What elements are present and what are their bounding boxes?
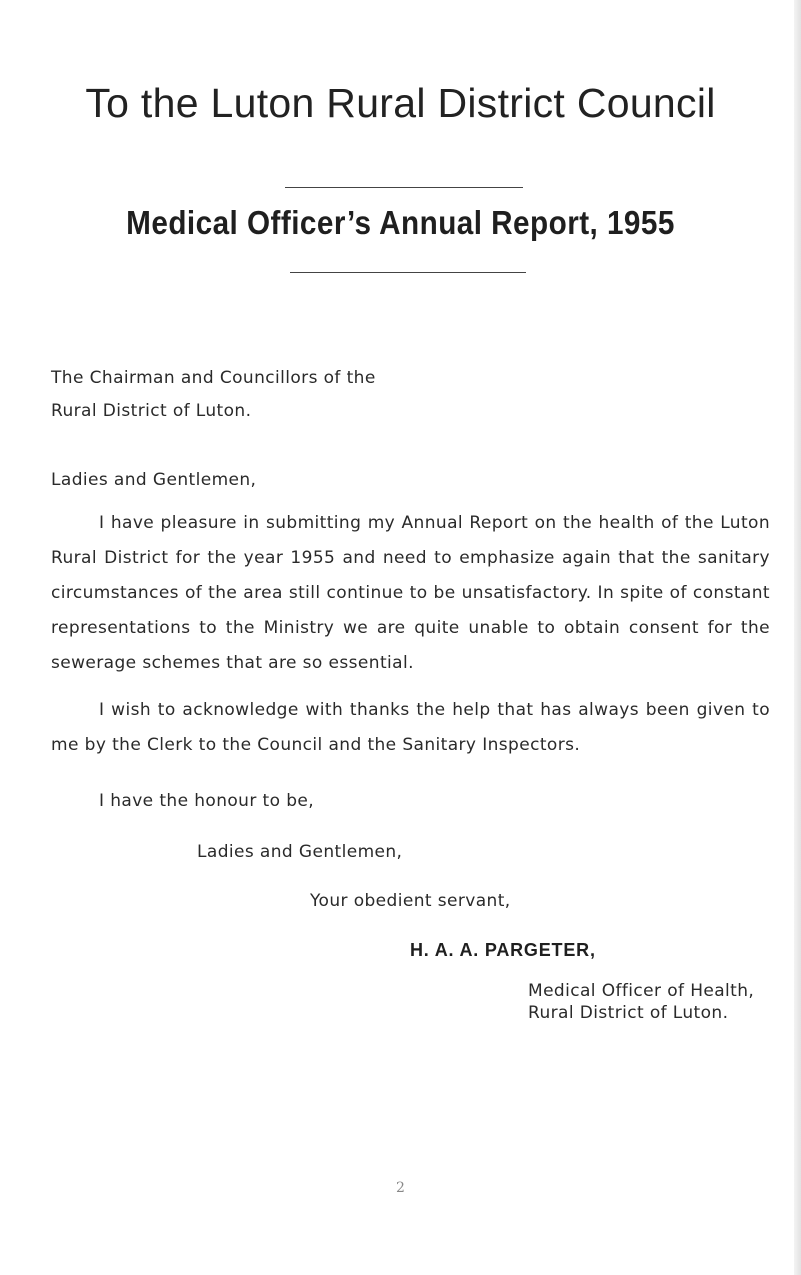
council-title: To the Luton Rural District Council bbox=[85, 80, 716, 126]
page-number: 2 bbox=[396, 1180, 405, 1196]
paragraph-report-intro: I have pleasure in submitting my Annual Report on the health of the Luton Rural District for the year 1955 and need to emphasize again that the sanitary circumstances of the area still continue to be unsatisfactory. In spite of constant representations to the Ministry we are quite unable to obtain consent for the sewerage schemes that are so essential. bbox=[51, 513, 770, 673]
closing-line-1: I have the honour to be, bbox=[99, 791, 315, 811]
report-title: Medical Officer’s Annual Report, 1955 bbox=[126, 204, 675, 241]
closing-line-3: Your obedient servant, bbox=[310, 891, 511, 911]
paragraph-acknowledgement: I wish to acknowledge with thanks the help that has always been given to me by the Clerk to the Council and the Sanitary Inspectors. bbox=[51, 700, 770, 755]
address-line-2: Rural District of Luton. bbox=[51, 401, 252, 421]
closing-line-2: Ladies and Gentlemen, bbox=[197, 842, 403, 862]
title-rule-bottom bbox=[290, 272, 526, 273]
signature-title: Medical Officer of Health, bbox=[528, 981, 755, 1001]
signature-district: Rural District of Luton. bbox=[528, 1003, 729, 1023]
salutation: Ladies and Gentlemen, bbox=[51, 470, 257, 490]
page-edge-shadow bbox=[794, 0, 801, 1275]
title-rule-top bbox=[285, 187, 523, 188]
address-line-1: The Chairman and Councillors of the bbox=[51, 368, 376, 388]
signature-name: H. A. A. PARGETER, bbox=[410, 940, 596, 960]
